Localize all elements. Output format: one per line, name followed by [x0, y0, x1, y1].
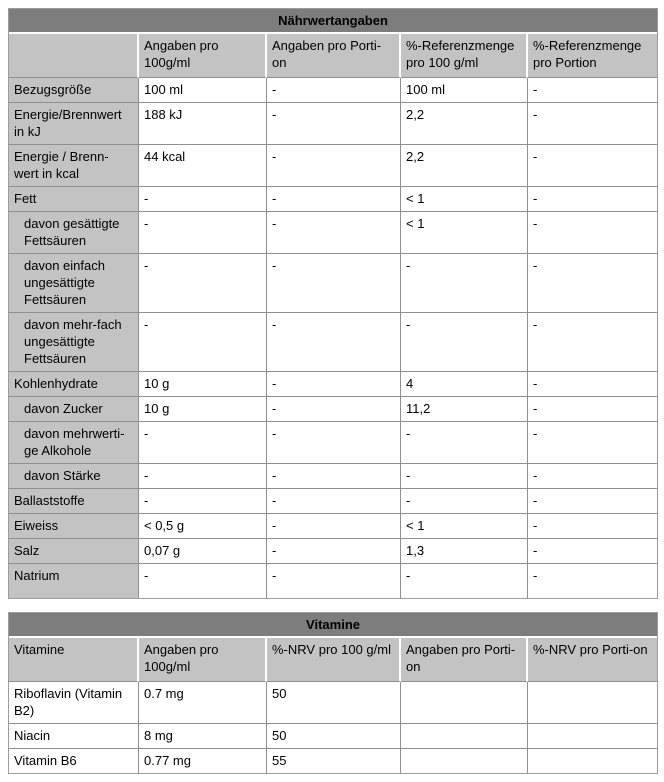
cell-value: 55	[267, 749, 401, 773]
cell-value: -	[267, 422, 401, 464]
cell-value: -	[528, 212, 657, 254]
cell-value: -	[267, 564, 401, 598]
cell-value: 100 ml	[139, 78, 267, 103]
table-row	[9, 564, 657, 598]
cell-value: -	[528, 464, 657, 489]
column-header: Angaben pro 100g/ml	[139, 638, 267, 682]
cell-value: 8 mg	[139, 724, 267, 749]
row-label: Niacin	[9, 724, 139, 749]
cell-value: -	[267, 514, 401, 539]
row-label: davon einfach ungesättigte Fettsäuren	[9, 254, 139, 313]
cell-value: -	[139, 489, 267, 514]
table-row	[9, 489, 657, 514]
table-row	[9, 212, 657, 254]
cell-value: < 1	[401, 212, 528, 254]
cell-value	[401, 749, 528, 773]
row-label: Energie/Brennwert in kJ	[9, 103, 139, 145]
row-label: Ballaststoffe	[9, 489, 139, 514]
column-header	[9, 34, 139, 78]
cell-value: -	[528, 372, 657, 397]
cell-value: -	[528, 145, 657, 187]
cell-value: -	[139, 422, 267, 464]
table-row	[9, 464, 657, 489]
nutrition-column-header-row	[9, 34, 657, 78]
cell-value: -	[401, 464, 528, 489]
cell-value: 0.77 mg	[139, 749, 267, 773]
cell-value: 100 ml	[401, 78, 528, 103]
cell-value: -	[528, 564, 657, 598]
row-label: Natrium	[9, 564, 139, 598]
cell-value: -	[267, 78, 401, 103]
cell-value: -	[267, 254, 401, 313]
row-label: davon mehrwerti-ge Alkohole	[9, 422, 139, 464]
cell-value: 188 kJ	[139, 103, 267, 145]
cell-value: -	[267, 372, 401, 397]
cell-value	[401, 724, 528, 749]
column-header: Angaben pro Porti-on	[401, 638, 528, 682]
cell-value: -	[267, 145, 401, 187]
cell-value	[528, 682, 657, 724]
cell-value: -	[528, 539, 657, 564]
table-row	[9, 749, 657, 773]
cell-value: 44 kcal	[139, 145, 267, 187]
cell-value: 50	[267, 682, 401, 724]
cell-value: 0,07 g	[139, 539, 267, 564]
nutrition-table-title: Nährwertangaben	[9, 9, 657, 34]
cell-value: -	[401, 254, 528, 313]
cell-value: -	[139, 313, 267, 372]
cell-value: -	[528, 78, 657, 103]
vitamins-column-header-row	[9, 638, 657, 682]
column-header: %-NRV pro 100 g/ml	[267, 638, 401, 682]
table-row	[9, 682, 657, 724]
nutrition-table-title-row	[9, 9, 657, 34]
vitamins-table-title: Vitamine	[9, 613, 657, 638]
row-label: davon gesättigte Fettsäuren	[9, 212, 139, 254]
cell-value: -	[139, 187, 267, 212]
cell-value: -	[267, 539, 401, 564]
table-row	[9, 539, 657, 564]
table-gap	[8, 599, 656, 612]
cell-value: -	[528, 103, 657, 145]
table-row	[9, 422, 657, 464]
cell-value: -	[401, 564, 528, 598]
cell-value: -	[528, 514, 657, 539]
row-label: Kohlenhydrate	[9, 372, 139, 397]
cell-value	[401, 682, 528, 724]
column-header: %-NRV pro Porti-on	[528, 638, 657, 682]
cell-value: -	[528, 397, 657, 422]
cell-value: -	[139, 564, 267, 598]
cell-value: 1,3	[401, 539, 528, 564]
table-row	[9, 313, 657, 372]
cell-value: 2,2	[401, 145, 528, 187]
row-label: Salz	[9, 539, 139, 564]
cell-value: 50	[267, 724, 401, 749]
cell-value: -	[401, 422, 528, 464]
cell-value: 10 g	[139, 372, 267, 397]
column-header: %-Referenzmenge pro 100 g/ml	[401, 34, 528, 78]
cell-value: 10 g	[139, 397, 267, 422]
cell-value: -	[267, 187, 401, 212]
cell-value: -	[267, 212, 401, 254]
table-row	[9, 187, 657, 212]
table-row	[9, 397, 657, 422]
cell-value	[528, 724, 657, 749]
cell-value	[528, 749, 657, 773]
cell-value: -	[401, 313, 528, 372]
cell-value: -	[267, 464, 401, 489]
row-label: davon Stärke	[9, 464, 139, 489]
table-row	[9, 514, 657, 539]
cell-value: 0.7 mg	[139, 682, 267, 724]
cell-value: -	[528, 489, 657, 514]
column-header: Angaben pro 100g/ml	[139, 34, 267, 78]
table-row	[9, 78, 657, 103]
column-header: Vitamine	[9, 638, 139, 682]
table-row	[9, 372, 657, 397]
cell-value: 11,2	[401, 397, 528, 422]
nutrition-table	[8, 8, 658, 599]
cell-value: -	[528, 422, 657, 464]
row-label: davon mehr-fach ungesättigte Fettsäuren	[9, 313, 139, 372]
row-label: Energie / Brenn-wert in kcal	[9, 145, 139, 187]
vitamins-table	[8, 612, 658, 774]
cell-value: < 0,5 g	[139, 514, 267, 539]
cell-value: -	[528, 187, 657, 212]
table-row	[9, 254, 657, 313]
cell-value: < 1	[401, 187, 528, 212]
row-label: Vitamin B6	[9, 749, 139, 773]
cell-value: -	[528, 313, 657, 372]
cell-value: -	[267, 489, 401, 514]
table-row	[9, 103, 657, 145]
column-header: %-Referenzmenge pro Portion	[528, 34, 657, 78]
row-label: Riboflavin (Vitamin B2)	[9, 682, 139, 724]
row-label: Bezugsgröße	[9, 78, 139, 103]
cell-value: -	[401, 489, 528, 514]
row-label: Fett	[9, 187, 139, 212]
cell-value: 4	[401, 372, 528, 397]
cell-value: -	[267, 103, 401, 145]
cell-value: < 1	[401, 514, 528, 539]
cell-value: -	[528, 254, 657, 313]
cell-value: 2,2	[401, 103, 528, 145]
cell-value: -	[267, 397, 401, 422]
column-header: Angaben pro Porti-on	[267, 34, 401, 78]
table-row	[9, 145, 657, 187]
cell-value: -	[139, 464, 267, 489]
table-row	[9, 724, 657, 749]
cell-value: -	[139, 254, 267, 313]
row-label: Eiweiss	[9, 514, 139, 539]
cell-value: -	[267, 313, 401, 372]
cell-value: -	[139, 212, 267, 254]
vitamins-table-title-row	[9, 613, 657, 638]
row-label: davon Zucker	[9, 397, 139, 422]
